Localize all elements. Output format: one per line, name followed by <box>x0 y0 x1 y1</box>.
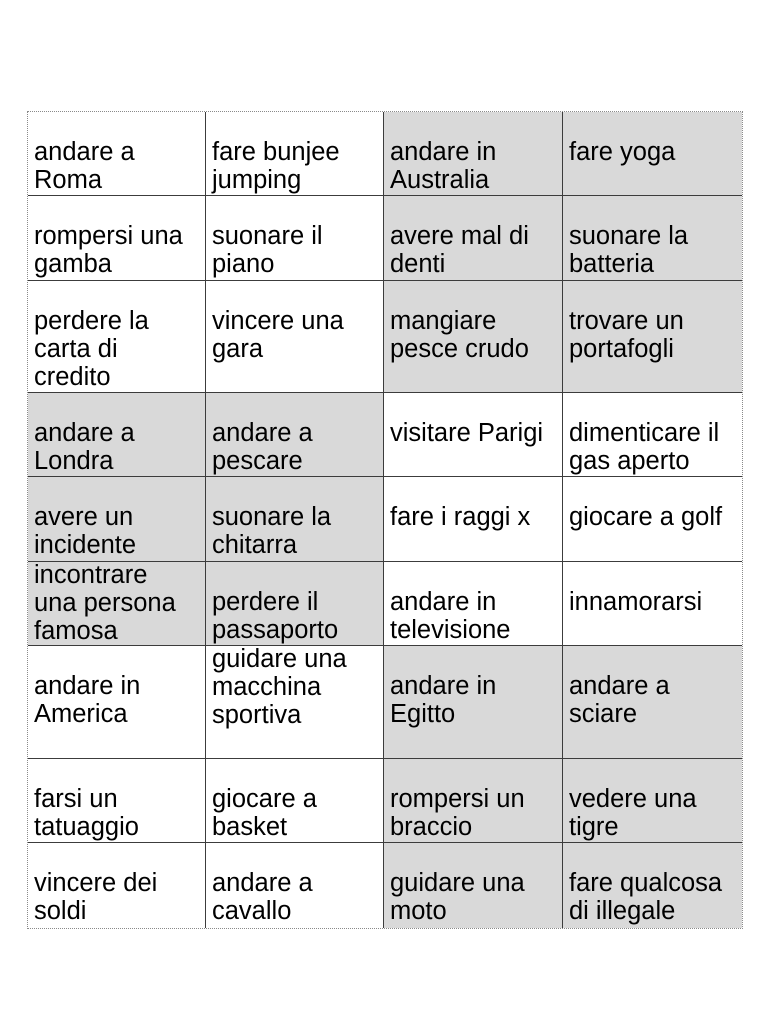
table-cell: fare qualcosa di illegale <box>563 843 742 928</box>
table-cell: rompersi una gamba <box>28 196 206 281</box>
phrase-table-grid <box>28 112 742 928</box>
table-cell: andare a pescare <box>206 393 384 477</box>
table-cell: giocare a golf <box>563 477 742 562</box>
table-cell: vedere una tigre <box>563 759 742 843</box>
phrase-table <box>27 111 743 929</box>
table-cell: perdere il passaporto <box>206 562 384 646</box>
table-cell: andare in televisione <box>384 562 563 646</box>
table-cell: andare a Roma <box>28 112 206 196</box>
table-cell: fare bunjee jumping <box>206 112 384 196</box>
table-cell: suonare la chitarra <box>206 477 384 562</box>
table-cell: visitare Parigi <box>384 393 563 477</box>
table-cell: giocare a basket <box>206 759 384 843</box>
table-cell: vincere una gara <box>206 281 384 393</box>
table-cell: guidare una macchina sportiva <box>206 646 384 759</box>
table-cell: avere un incidente <box>28 477 206 562</box>
table-cell: incontrare una persona famosa <box>28 562 206 646</box>
table-cell: guidare una moto <box>384 843 563 928</box>
table-cell: mangiare pesce crudo <box>384 281 563 393</box>
table-cell: innamorarsi <box>563 562 742 646</box>
table-cell: farsi un tatuaggio <box>28 759 206 843</box>
table-cell: fare i raggi x <box>384 477 563 562</box>
table-cell: vincere dei soldi <box>28 843 206 928</box>
table-cell: andare a sciare <box>563 646 742 759</box>
table-cell: andare in Australia <box>384 112 563 196</box>
table-cell: andare in America <box>28 646 206 759</box>
table-cell: fare yoga <box>563 112 742 196</box>
table-cell: suonare il piano <box>206 196 384 281</box>
table-cell: andare a Londra <box>28 393 206 477</box>
table-cell: rompersi un braccio <box>384 759 563 843</box>
table-cell: avere mal di denti <box>384 196 563 281</box>
table-cell: perdere la carta di credito <box>28 281 206 393</box>
table-cell: andare a cavallo <box>206 843 384 928</box>
table-cell: dimenticare il gas aperto <box>563 393 742 477</box>
table-cell: andare in Egitto <box>384 646 563 759</box>
table-cell: suonare la batteria <box>563 196 742 281</box>
table-cell: trovare un portafogli <box>563 281 742 393</box>
